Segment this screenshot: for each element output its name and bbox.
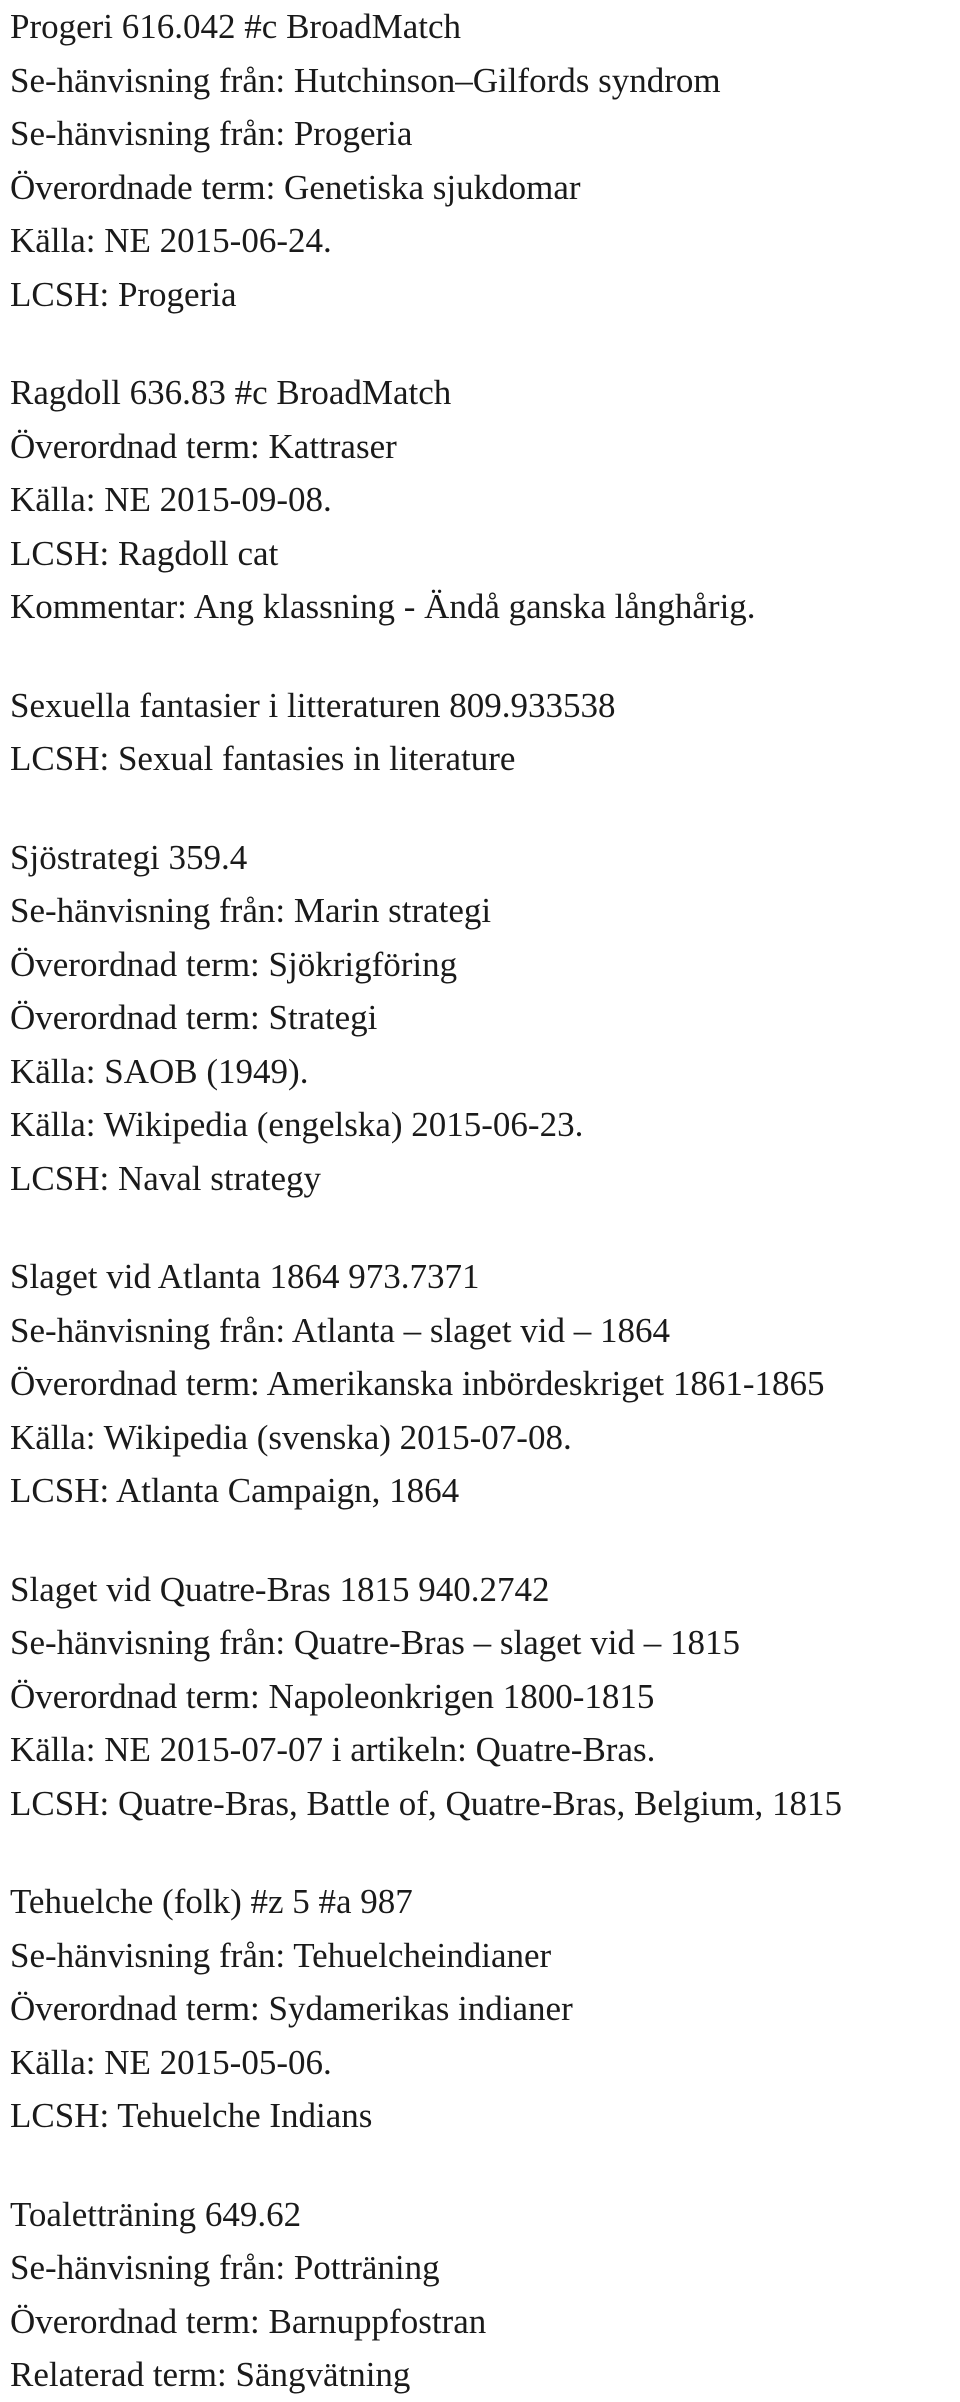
entry-line: Kommentar: Ang klassning - Ändå ganska långhårig.: [10, 587, 756, 626]
entry-line: Överordnade term: Genetiska sjukdomar: [10, 167, 581, 207]
entry-separator: [10, 1830, 950, 1875]
entry-line: Relaterad term: Sängvätning: [10, 2355, 411, 2394]
entry-line: Överordnad term: Napoleonkrigen 1800-1815: [10, 1676, 655, 1716]
entry-heading: Progeri 616.042 #c BroadMatch: [10, 7, 462, 46]
entry-separator: [10, 321, 950, 366]
entry-line: Se-hänvisning från: Hutchinson–Gilfords syndrom: [10, 60, 721, 100]
entry-line: Överordnad term: Kattraser: [10, 426, 397, 466]
subject-entry: [10, 1250, 950, 1518]
entry-separator: [10, 2143, 950, 2188]
entry-line: Se-hänvisning från: Potträning: [10, 2248, 440, 2287]
entry-heading: Slaget vid Quatre-Bras 1815 940.2742: [10, 1569, 550, 1609]
entry-line: Överordnad term: Amerikanska inbördeskriget 1861-1865: [10, 1364, 825, 1403]
entry-line: Källa: Wikipedia (engelska) 2015-06-23.: [10, 1105, 584, 1144]
entry-heading: Sjöstrategi 359.4: [10, 837, 248, 877]
subject-entry: [10, 366, 950, 634]
entry-line: LCSH: Progeria: [10, 274, 237, 314]
entry-line: Se-hänvisning från: Progeria: [10, 114, 413, 153]
entry-heading: Slaget vid Atlanta 1864 973.7371: [10, 1257, 480, 1296]
entry-line: Överordnad term: Sydamerikas indianer: [10, 1989, 573, 2028]
subject-entry: [10, 2188, 950, 2402]
entry-separator: [10, 1205, 950, 1250]
subject-entry: [10, 0, 950, 321]
entry-line: LCSH: Naval strategy: [10, 1158, 322, 1198]
entry-line: LCSH: Atlanta Campaign, 1864: [10, 1471, 460, 1510]
entry-line: LCSH: Sexual fantasies in literature: [10, 739, 516, 778]
entry-line: Överordnad term: Strategi: [10, 998, 378, 1037]
entry-heading: Sexuella fantasier i litteraturen 809.933538: [10, 685, 616, 725]
entry-line: Överordnad term: Sjökrigföring: [10, 944, 458, 984]
entry-line: Källa: NE 2015-07-07 i artikeln: Quatre-Bras.: [10, 1730, 656, 1769]
entry-line: Se-hänvisning från: Tehuelcheindianer: [10, 1935, 552, 1975]
entry-line: LCSH: Tehuelche Indians: [10, 2096, 373, 2135]
entry-heading: Tehuelche (folk) #z 5 #a 987: [10, 1882, 413, 1921]
entry-line: LCSH: Quatre-Bras, Battle of, Quatre-Bras, Belgium, 1815: [10, 1783, 843, 1823]
subject-entry: [10, 679, 950, 786]
entry-heading: Ragdoll 636.83 #c BroadMatch: [10, 373, 452, 412]
entry-separator: [10, 1518, 950, 1563]
entry-line: Källa: NE 2015-05-06.: [10, 2042, 332, 2082]
subject-entry: [10, 1563, 950, 1831]
entry-line: Källa: NE 2015-06-24.: [10, 221, 332, 260]
entry-line: LCSH: Ragdoll cat: [10, 533, 279, 573]
entry-separator: [10, 786, 950, 831]
entry-line: Källa: Wikipedia (svenska) 2015-07-08.: [10, 1417, 572, 1457]
subject-entry: [10, 831, 950, 1206]
entry-line: Överordnad term: Barnuppfostran: [10, 2301, 487, 2341]
entry-line: Källa: NE 2015-09-08.: [10, 480, 332, 519]
subject-entry: [10, 1875, 950, 2143]
subject-entries: [10, 0, 950, 2402]
entry-line: Se-hänvisning från: Atlanta – slaget vid – 1864: [10, 1310, 671, 1350]
entry-separator: [10, 634, 950, 679]
entry-line: Se-hänvisning från: Quatre-Bras – slaget vid – 1815: [10, 1623, 740, 1662]
entry-heading: Toaletträning 649.62: [10, 2194, 302, 2234]
entry-line: Källa: SAOB (1949).: [10, 1051, 309, 1091]
entry-line: Se-hänvisning från: Marin strategi: [10, 891, 492, 930]
